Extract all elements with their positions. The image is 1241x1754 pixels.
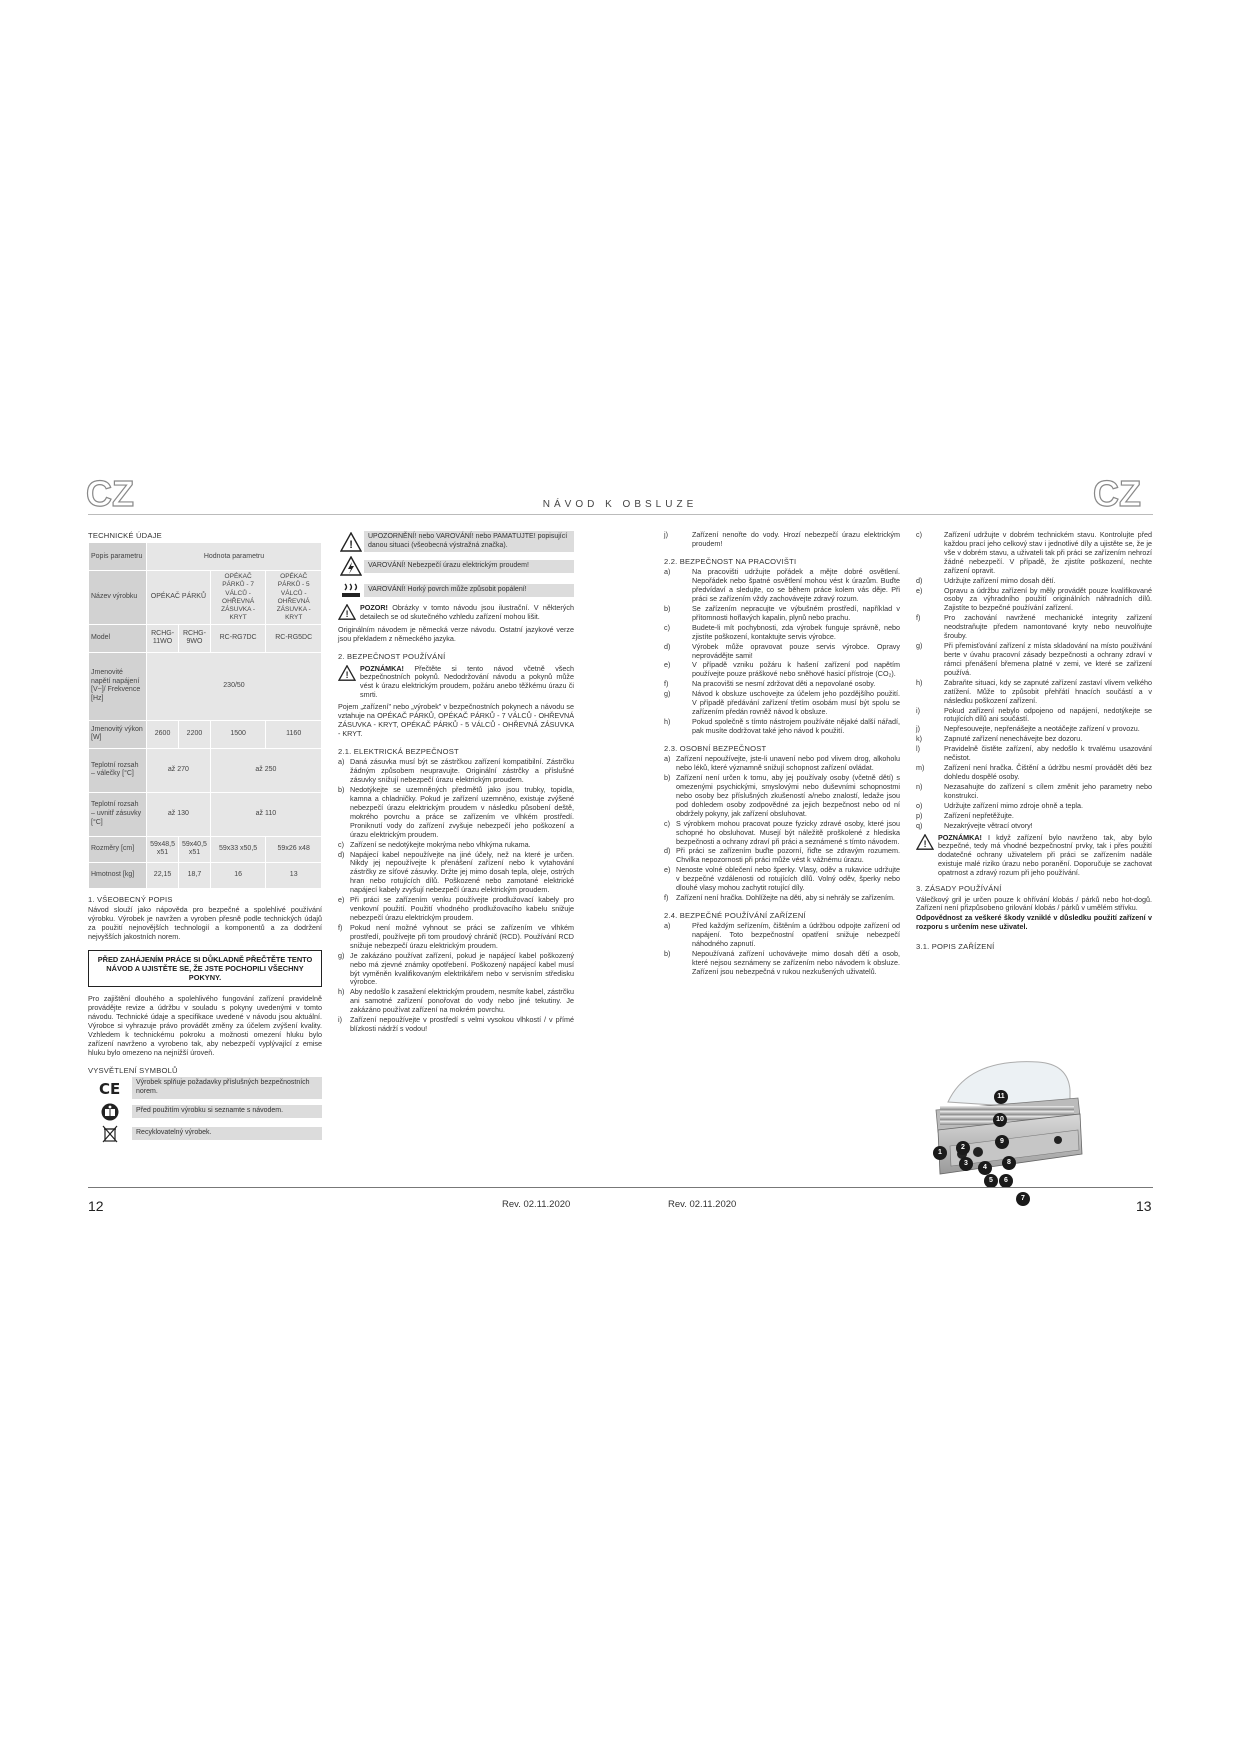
list-item [916, 802, 1152, 811]
list-item-label: c) [338, 839, 344, 849]
callout-marker: 4 [978, 1161, 992, 1175]
safety-heading: 2. BEZPEČNOST POUŽÍVÁNÍ [338, 652, 446, 662]
page-number-right: 13 [1136, 1198, 1152, 1214]
list-item-text: Opravu a údržbu zařízení by měly provádět pouze kvalifikované osoby za výhradního použití originálních náhradních dílů. Zajistíte to bezpečné používání zařízení. [944, 585, 1152, 613]
list-item [916, 531, 1152, 576]
symbol-row: CE Výrobek splňuje požadavky příslušných bezpečnostních norem. [88, 1077, 322, 1098]
list-item [916, 725, 1152, 734]
list-item-label: c) [916, 530, 922, 539]
list-item [664, 755, 900, 773]
list-item-text: S výrobkem mohou pracovat pouze fyzicky zdravé osoby, které jsou schopné ho obsluhovat. Musejí být náležitě proškolené z hlediska bezpečnosti a ochrany zdraví při práci a seznámené s tímto návodem. [676, 818, 900, 846]
callout-marker: 2 [956, 1141, 970, 1155]
table-row: Jmenovité napětí napájení [V~]/ Frekvence [Hz] 230/50 [89, 652, 322, 720]
list-item-label: d) [916, 575, 923, 585]
list-item-label: d) [664, 846, 671, 856]
list-item [338, 841, 574, 850]
ce-mark-icon [99, 1080, 121, 1096]
tech-data-heading: TECHNICKÉ ÚDAJE [88, 531, 162, 540]
table-row: Popis parametru Hodnota parametru [89, 543, 322, 571]
personal-safety-heading: 2.3. OSOBNÍ BEZPEČNOST [664, 743, 767, 753]
list-item-text: Na pracovišti udržujte pořádek a mějte dobré osvětlení. Nepořádek nebo špatné osvětlení mohou vést k úrazům. Buďte předvídaví a sledujte, co se během práce kolem vás děje. Při práci se zařízením vždy zachovávejte zdravý rozum. [692, 567, 900, 604]
list-item-text: Zařízení není určen k tomu, aby jej používaly osoby (včetně dětí) s omezenými psychickými, smyslovými nebo duševními schopnostmi nebo osoby bez příslušných zkušeností a/nebo znalostí, ledaže jsou pod dohledem osoby zodpovědné za jejich bezpečnost nebo od ní obdržely pokyny, jak zařízení obsluhovat. [676, 773, 900, 818]
list-item-text: Udržujte zařízení mimo dosah dětí. [944, 575, 1056, 585]
list-item [664, 624, 900, 642]
svg-text:CZ: CZ [1093, 476, 1141, 510]
warning-row: ! UPOZORNĚNÍ! nebo VAROVÁNÍ! nebo PAMATUJTE! popisující danou situaci (všeobecná výstražná značka). [338, 531, 574, 552]
list-item-text: Pokud není možné vyhnout se práci se zařízením ve vlhkém prostředí, používejte při tom proudový chránič (RCD). Používání RCD snižuje nebezpečí úrazu elektrickým proudem. [350, 922, 574, 950]
list-item-text: Zařízení nepoužívejte, jste-li unavení nebo pod vlivem drog, alkoholu nebo léků, které významně snižují schopnost zařízení ovládat. [676, 754, 900, 773]
list-item [664, 820, 900, 847]
warning-triangle-icon [340, 532, 362, 552]
list-item [664, 680, 900, 689]
callout-marker: 11 [994, 1090, 1008, 1104]
list-item [664, 866, 900, 893]
list-item [664, 690, 900, 717]
list-item-text: Zařízení není hračka. Čištění a údržbu nesmí provádět děti bez dohledu dospělé osoby. [944, 763, 1152, 781]
list-item [916, 812, 1152, 821]
list-item-label: d) [664, 641, 671, 651]
list-item-label: h) [338, 987, 345, 997]
list-item [338, 896, 574, 923]
list-item-label: h) [664, 717, 671, 726]
list-item [916, 783, 1152, 801]
safe-use-heading: 2.4. BEZPEČNÉ POUŽÍVÁNÍ ZAŘÍZENÍ [664, 911, 806, 920]
list-item-text: Zařízení nepřetěžujte. [944, 810, 1014, 820]
callout-marker: 8 [1002, 1156, 1016, 1170]
list-item [664, 894, 900, 903]
list-item: j) Zařízení nenořte do vody. Hrozí nebezpečí úrazu elektrickým proudem! [664, 530, 900, 548]
svg-text:!: ! [345, 669, 349, 680]
list-item [664, 643, 900, 661]
warning-triangle-icon [338, 665, 356, 681]
recycle-bin-icon [102, 1125, 118, 1143]
list-item-text: Při práci se zařízením venku používejte prodlužovací kabely pro venkovní použití. Použití vhodného prodlužovacího kabelu snižuje nebezpečí úrazu elektrickým proudem. [350, 895, 574, 922]
list-item-text: Je zakázáno používat zařízení, pokud je napájecí kabel poškozený nebo má zjevné známky opotřebení. Poškozený napájecí kabel musí být vyměněn kvalifikovaným elektrikářem nebo v servisním středisku výrobce. [350, 950, 574, 987]
table-row: Rozměry [cm] 59x48,5 x51 59x40,5 x51 59x33 x50,5 59x26 x48 [89, 836, 322, 862]
electrical-safety-list [338, 758, 574, 1034]
list-item [338, 924, 574, 951]
warning-row: VAROVÁNÍ! Horký povrch může způsobit popálení! [338, 580, 574, 600]
list-item [338, 786, 574, 840]
list-item-text: Pro zachování navržené mechanické integrity zařízení neodstraňujte předem namontované kryty nebo neuvolňujte šrouby. [944, 613, 1152, 641]
list-item-label: b) [664, 603, 671, 613]
list-item [916, 735, 1152, 744]
note-poznamka: ! POZNÁMKA! Přečtěte si tento návod včetně všech bezpečnostních pokynů. Nedodržování návodu a pokynů může vést k úrazu elektrickým proudem, požáru anebo těžkému úrazu či smrti. [338, 665, 574, 701]
list-item-text: Před každým seřízením, čištěním a údržbou odpojte zařízení od napájení. Toto bezpečnostní opatření snižuje nebezpečí náhodného zapnutí. [692, 921, 900, 949]
list-item-text: Pravidelně čistěte zařízení, aby nedošlo k trvalému usazování nečistot. [944, 744, 1152, 763]
column-2 [338, 531, 574, 1035]
list-item-text: Pokud zařízení nebylo odpojeno od napájení, nedotýkejte se rotujících dílů ani součástí. [944, 705, 1152, 724]
list-item-text: Pokud společně s tímto nástrojem používáte nějaké další nářadí, pak musíte dodržovat také jeho návod k použití. [692, 717, 900, 735]
callout-marker: 3 [959, 1157, 973, 1171]
list-item-text: Nezakrývejte větrací otvory! [944, 820, 1033, 830]
list-item-text: Napájecí kabel nepoužívejte na jiné účely, než na které je určen. Nikdy jej nepoužívejte k přenášení zařízení nebo k vytahování zástrčky ze síťové zásuvky. Držte jej mimo dosah tepla, oleje, ostrých hran nebo rotujících dílů. Poškozené nebo zamotané elektrické napájecí kabely zvyšují nebezpečí úrazu elektrickým proudem. [350, 849, 574, 895]
note-pozor: ! POZOR! Obrázky v tomto návodu jsou ilustrační. V některých detailech se od skutečného vzhledu zařízení mohou lišit. [338, 604, 574, 623]
column-3 [664, 531, 900, 978]
page-number-left: 12 [88, 1198, 104, 1214]
list-item-label: a) [664, 921, 671, 931]
electric-hazard-icon [340, 556, 362, 576]
list-item-label: c) [664, 622, 670, 632]
list-item [916, 745, 1152, 763]
column-4 [916, 531, 1152, 954]
list-item [338, 952, 574, 988]
warning-triangle-icon [338, 604, 356, 620]
list-item-label: e) [664, 660, 671, 670]
list-item-label: g) [916, 641, 923, 651]
list-item-text: Návod k obsluze uschovejte za účelem jeho pozdějšího použití. V případě předávání zařízení třetím osobám musí být spolu se zařízením předán rovněž návod k obsluze. [692, 689, 900, 717]
list-item-text: Nezasahujte do zařízení s cílem změnit jeho parametry nebo konstrukci. [944, 781, 1152, 800]
revision-right: Rev. 02.11.2020 [668, 1199, 737, 1210]
list-item-label: j) [916, 724, 920, 734]
list-item [338, 758, 574, 785]
general-description-text: Návod slouží jako nápověda pro bezpečné a spolehlivé používání výrobku. Výrobek je navržen a vyroben přesně podle technických údajů za použití nejnovějších technologií a komponentů a za dodržení nejvyšších jakostních norem. [88, 905, 322, 941]
list-item-text: Zařízení není hračka. Dohlížejte na děti, aby si nehrály se zařízením. [676, 893, 895, 903]
list-item-label: b) [664, 773, 671, 783]
personal-safety-list [664, 755, 900, 903]
list-item-text: V případě vzniku požáru k hašení zařízení pod napětím používejte pouze práškové nebo sněhové hasicí přístroje (CO₂). [692, 660, 900, 679]
list-item-label: d) [338, 849, 345, 859]
list-item-text: Nenoste volné oblečení nebo šperky. Vlasy, oděv a rukavice udržujte v bezpečné vzdálenosti od rotujících dílů. Volný oděv, šperky nebo dlouhé vlasy mohou zachytit rotující díly. [676, 865, 900, 893]
list-item-text: Výrobek může opravovat pouze servis výrobce. Opravy neprovádějte sami! [692, 641, 900, 660]
svg-text:!: ! [923, 838, 927, 849]
table-row: Jmenovitý výkon [W] 2600 2200 1500 1160 [89, 720, 322, 748]
table-row: Teplotní rozsah – válečky [°C] až 270 až 250 [89, 748, 322, 792]
cz-language-badge-right [1093, 476, 1155, 510]
symbol-row: Recyklovatelný výrobek. [88, 1125, 322, 1143]
term-definition: Pojem „zařízení" nebo „výrobek" v bezpečnostních pokynech a návodu se vztahuje na OPÉKAČ PÁRKŮ, OPÉKAČ PÁRKŮ - 7 VÁLCŮ - OHŘEVNÁ ZÁSUVKA - KRYT, OPÉKAČ PÁRKŮ - 5 VÁLCŮ - OHŘEVNÁ ZÁSUVKA - KRYT. [338, 702, 574, 738]
list-item [664, 950, 900, 977]
list-item-label: i) [338, 1015, 342, 1025]
list-item-label: g) [338, 950, 345, 960]
list-item [338, 1016, 574, 1034]
revision-left: Rev. 02.11.2020 [502, 1199, 571, 1210]
list-item-label: f) [664, 679, 669, 689]
svg-text:CZ: CZ [86, 476, 134, 510]
list-item-label: b) [664, 949, 671, 959]
maintenance-text: Pro zajištění dlouhého a spolehlivého fungování zařízení pravidelně provádějte revize a údržbu v souladu s pokyny uvedenými v tomto návodu. Technické údaje a specifikace uvedené v návodu jsou aktuální. Výrobce si vyhrazuje právo provádět změny za účelem zvýšení kvality. Vzhledem k technickému pokroku a možnosti omezení hluku bylo zařízení navrženo a vyrobeno tak, aby nebezpečí vyplývající z emise hluku bylo omezeno na nejnižší úroveň. [88, 994, 322, 1057]
callout-marker: 5 [984, 1174, 998, 1188]
electrical-safety-heading: 2.1. ELEKTRICKÁ BEZPEČNOST [338, 746, 459, 756]
list-item-label: a) [664, 567, 671, 577]
list-item-text: Zařízení se nedotýkejte mokrýma nebo vlhkýma rukama. [350, 839, 531, 849]
list-item-text: Zapnuté zařízení nenechávejte bez dozoru. [944, 734, 1083, 744]
list-item-label: f) [338, 922, 343, 932]
list-item [664, 847, 900, 865]
list-item [664, 605, 900, 623]
list-item-text: Na pracovišti se nesmí zdržovat děti a nepovolané osoby. [692, 679, 876, 689]
list-item-label: e) [916, 585, 923, 595]
list-item-text: Při práci se zařízením buďte pozorní, řiďte se zdravým rozumem. Chvilka nepozornosti při práci může vést k vážnému úrazu. [676, 846, 900, 865]
list-item-text: Nedotýkejte se uzemněných předmětů jako jsou trubky, topidla, kamna a chladničky. Pokud je zařízení uzemněno, existuje zvýšené nebezpečí úrazu elektrickým proudem v následku působení deště, mokrého povrchu a práce se zařízením ve vlhkém prostředí. Proniknutí vody do zařízení zvyšuje nebezpečí jeho poškození a úrazu elektrickým proudem. [350, 785, 574, 839]
callout-marker: 7 [1016, 1192, 1030, 1206]
callout-marker: 6 [999, 1174, 1013, 1188]
list-item [916, 642, 1152, 678]
list-item-text: Zařízení udržujte v dobrém technickém stavu. Kontrolujte před každou prací jeho celkový stav i jednotlivé díly a ujistěte se, že je vše v dobrém stavu, a uživateli tak při práci se zařízením nehrozí žádné nebezpečí. V případě, že zjistíte poškození, nechte zařízení opravit. [944, 530, 1152, 575]
list-item-label: e) [338, 895, 345, 905]
list-item-text: Udržujte zařízení mimo zdroje ohně a tepla. [944, 800, 1084, 810]
list-item-label: c) [664, 818, 670, 828]
list-item-label: g) [664, 689, 671, 699]
read-manual-icon [101, 1103, 119, 1121]
list-item-text: Se zařízením nepracujte ve výbušném prostředí, například v přítomnosti hořlavých kapalin, plynů nebo prachu. [692, 603, 900, 622]
list-item-text: Aby nedošlo k zasažení elektrickým proudem, nesmíte kabel, zástrčku ani samotné zařízení ponořovat do vody nebo jiné tekutiny. Je zakázáno používat zařízení na mokrém povrchu. [350, 987, 574, 1015]
column-1 [88, 531, 322, 1147]
list-item-label: p) [916, 810, 923, 820]
hot-surface-icon [340, 580, 362, 600]
note-poznamka: ! POZNÁMKA! I když zařízení bylo navrženo tak, aby bylo bezpečné, tedy má vhodné bezpečnostní prvky, tak i přes použití dodatečné ochrany uživatelem při práci se zařízením nadále existuje malé riziko úrazu nebo poranění. Doporučuje se zachovat opatrnost a zdravý rozum při jeho používání. [916, 834, 1152, 879]
list-item-label: a) [338, 757, 345, 767]
list-item [338, 988, 574, 1015]
usage-principles-heading: 3. ZÁSADY POUŽÍVÁNÍ [916, 884, 1002, 894]
list-item [664, 718, 900, 736]
list-item-text: Zařízení nepoužívejte v prostředí s velmi vysokou vlhkostí / v přímé blízkosti nádrží s vodou! [350, 1015, 574, 1034]
list-item [916, 764, 1152, 782]
list-item-label: h) [916, 677, 923, 687]
list-item-text: Budete-li mít pochybnosti, zda výrobek funguje správně, nebo zjistíte poškození, kontaktujte servis výrobce. [692, 622, 900, 641]
list-item [916, 577, 1152, 586]
table-row: Název výrobku OPÉKAČ PÁRKŮ OPÉKAČ PÁRKŮ - 7 VÁLCŮ - OHŘEVNÁ ZÁSUVKA - KRYT OPÉKAČ PÁRKŮ - 5 VÁLCŮ - OHŘEVNÁ ZÁSUVKA - KRYT [89, 571, 322, 624]
callout-marker: 1 [933, 1146, 947, 1160]
callout-marker: 9 [995, 1135, 1009, 1149]
footer-rule [88, 1187, 1153, 1188]
list-item-label: q) [916, 820, 923, 830]
list-item-label: b) [338, 785, 345, 795]
list-item-label: o) [916, 800, 923, 810]
list-item-label: f) [664, 893, 669, 903]
cz-language-badge-left [86, 476, 148, 510]
header-rule [88, 514, 1153, 515]
list-item-text: Nepoužívaná zařízení uchovávejte mimo dosah dětí a osob, které nejsou seznámeny se zařízením nebo návodem k obsluze. Zařízení jsou nebezpečná v rukou nezkušených uživatelů. [692, 949, 900, 977]
list-item-label: l) [916, 744, 920, 754]
svg-text:CE: CE [99, 1079, 121, 1096]
safe-use-list [664, 922, 900, 977]
page-title: NÁVOD K OBSLUZE [542, 499, 698, 510]
list-item-text: Daná zásuvka musí být se zástrčkou zařízení kompatibilní. Zástrčku žádným způsobem neupravujte. Originální zástrčky a příslušné zásuvky snižují nebezpečí úrazu elektrickým proudem. [350, 757, 574, 785]
table-row: Model RCHG-11WO RCHG-9WO RC-RG7DC RC-RG5DC [89, 624, 322, 652]
workplace-safety-list [664, 568, 900, 736]
svg-text:!: ! [345, 609, 349, 620]
list-item-text: Při přemisťování zařízení z místa skladování na místo používání berte v úvahu pracovní zásady bezpečnosti a ochrany zdraví v rámci přenášení břemena platné v zemi, ve které se zařízení používá. [944, 641, 1152, 677]
usage-principles-text: Válečkový gril je určen pouze k ohřívání klobás / párků nebo hot-dogů. Zařízení není přizpůsobeno grilování klobás / párků v umělém střívku. [916, 894, 1152, 913]
general-description-heading: 1. VŠEOBECNÝ POPIS [88, 894, 173, 904]
liability-text: Odpovědnost za veškeré škody vzniklé v důsledku použití zařízení v rozporu s určením nese uživatel. [916, 913, 1152, 932]
list-item-text: Nepřesouvejte, nepřenášejte a neotáčejte zařízení v provozu. [944, 724, 1140, 734]
table-row: Hmotnost [kg] 22,15 18,7 16 13 [89, 862, 322, 888]
safe-use-list-continued [916, 531, 1152, 831]
warning-triangle-icon [916, 834, 934, 850]
list-item-label: e) [664, 865, 671, 875]
list-item-text: Zabraňte situaci, kdy se zapnuté zařízení zastaví vlivem velkého zatížení. Může to způsobit přehřátí hnacích součástí a v následku poškození zařízení. [944, 677, 1152, 705]
symbol-row: Před použitím výrobku si seznamte s návodem. [88, 1103, 322, 1121]
list-item-label: m) [916, 763, 925, 773]
list-item-label: a) [664, 754, 671, 764]
list-item [916, 587, 1152, 614]
list-item [916, 707, 1152, 725]
list-item-label: n) [916, 781, 923, 791]
device-description-heading: 3.1. POPIS ZAŘÍZENÍ [916, 942, 995, 952]
list-item [916, 679, 1152, 706]
svg-text:!: ! [349, 538, 353, 551]
list-item [664, 774, 900, 819]
list-item [664, 922, 900, 949]
original-manual-text: Originálním návodem je německá verze návodu. Ostatní jazykové verze jsou překladem z německého jazyka. [338, 625, 574, 644]
callout-marker: 10 [993, 1113, 1007, 1127]
list-item [664, 661, 900, 679]
table-row: Teplotní rozsah – uvnitř zásuvky [°C] až 130 až 110 [89, 792, 322, 836]
list-item-label: k) [916, 734, 922, 744]
symbols-heading: VYSVĚTLENÍ SYMBOLŮ [88, 1065, 178, 1075]
list-item-label: f) [916, 613, 921, 623]
read-manual-notice: PŘED ZAHÁJENÍM PRÁCE SI DŮKLADNĚ PŘEČTĚTE TENTO NÁVOD A UJISTĚTE SE, ŽE JSTE POCHOPILI VŠECHNY POKYNY. [88, 950, 322, 988]
list-item-label: i) [916, 705, 920, 715]
warning-row: VAROVÁNÍ! Nebezpečí úrazu elektrickým proudem! [338, 556, 574, 576]
workplace-safety-heading: 2.2. BEZPEČNOST NA PRACOVIŠTI [664, 556, 797, 566]
list-item [664, 568, 900, 604]
list-item [338, 851, 574, 896]
list-item [916, 822, 1152, 831]
list-item [916, 614, 1152, 641]
tech-data-table [88, 542, 322, 888]
